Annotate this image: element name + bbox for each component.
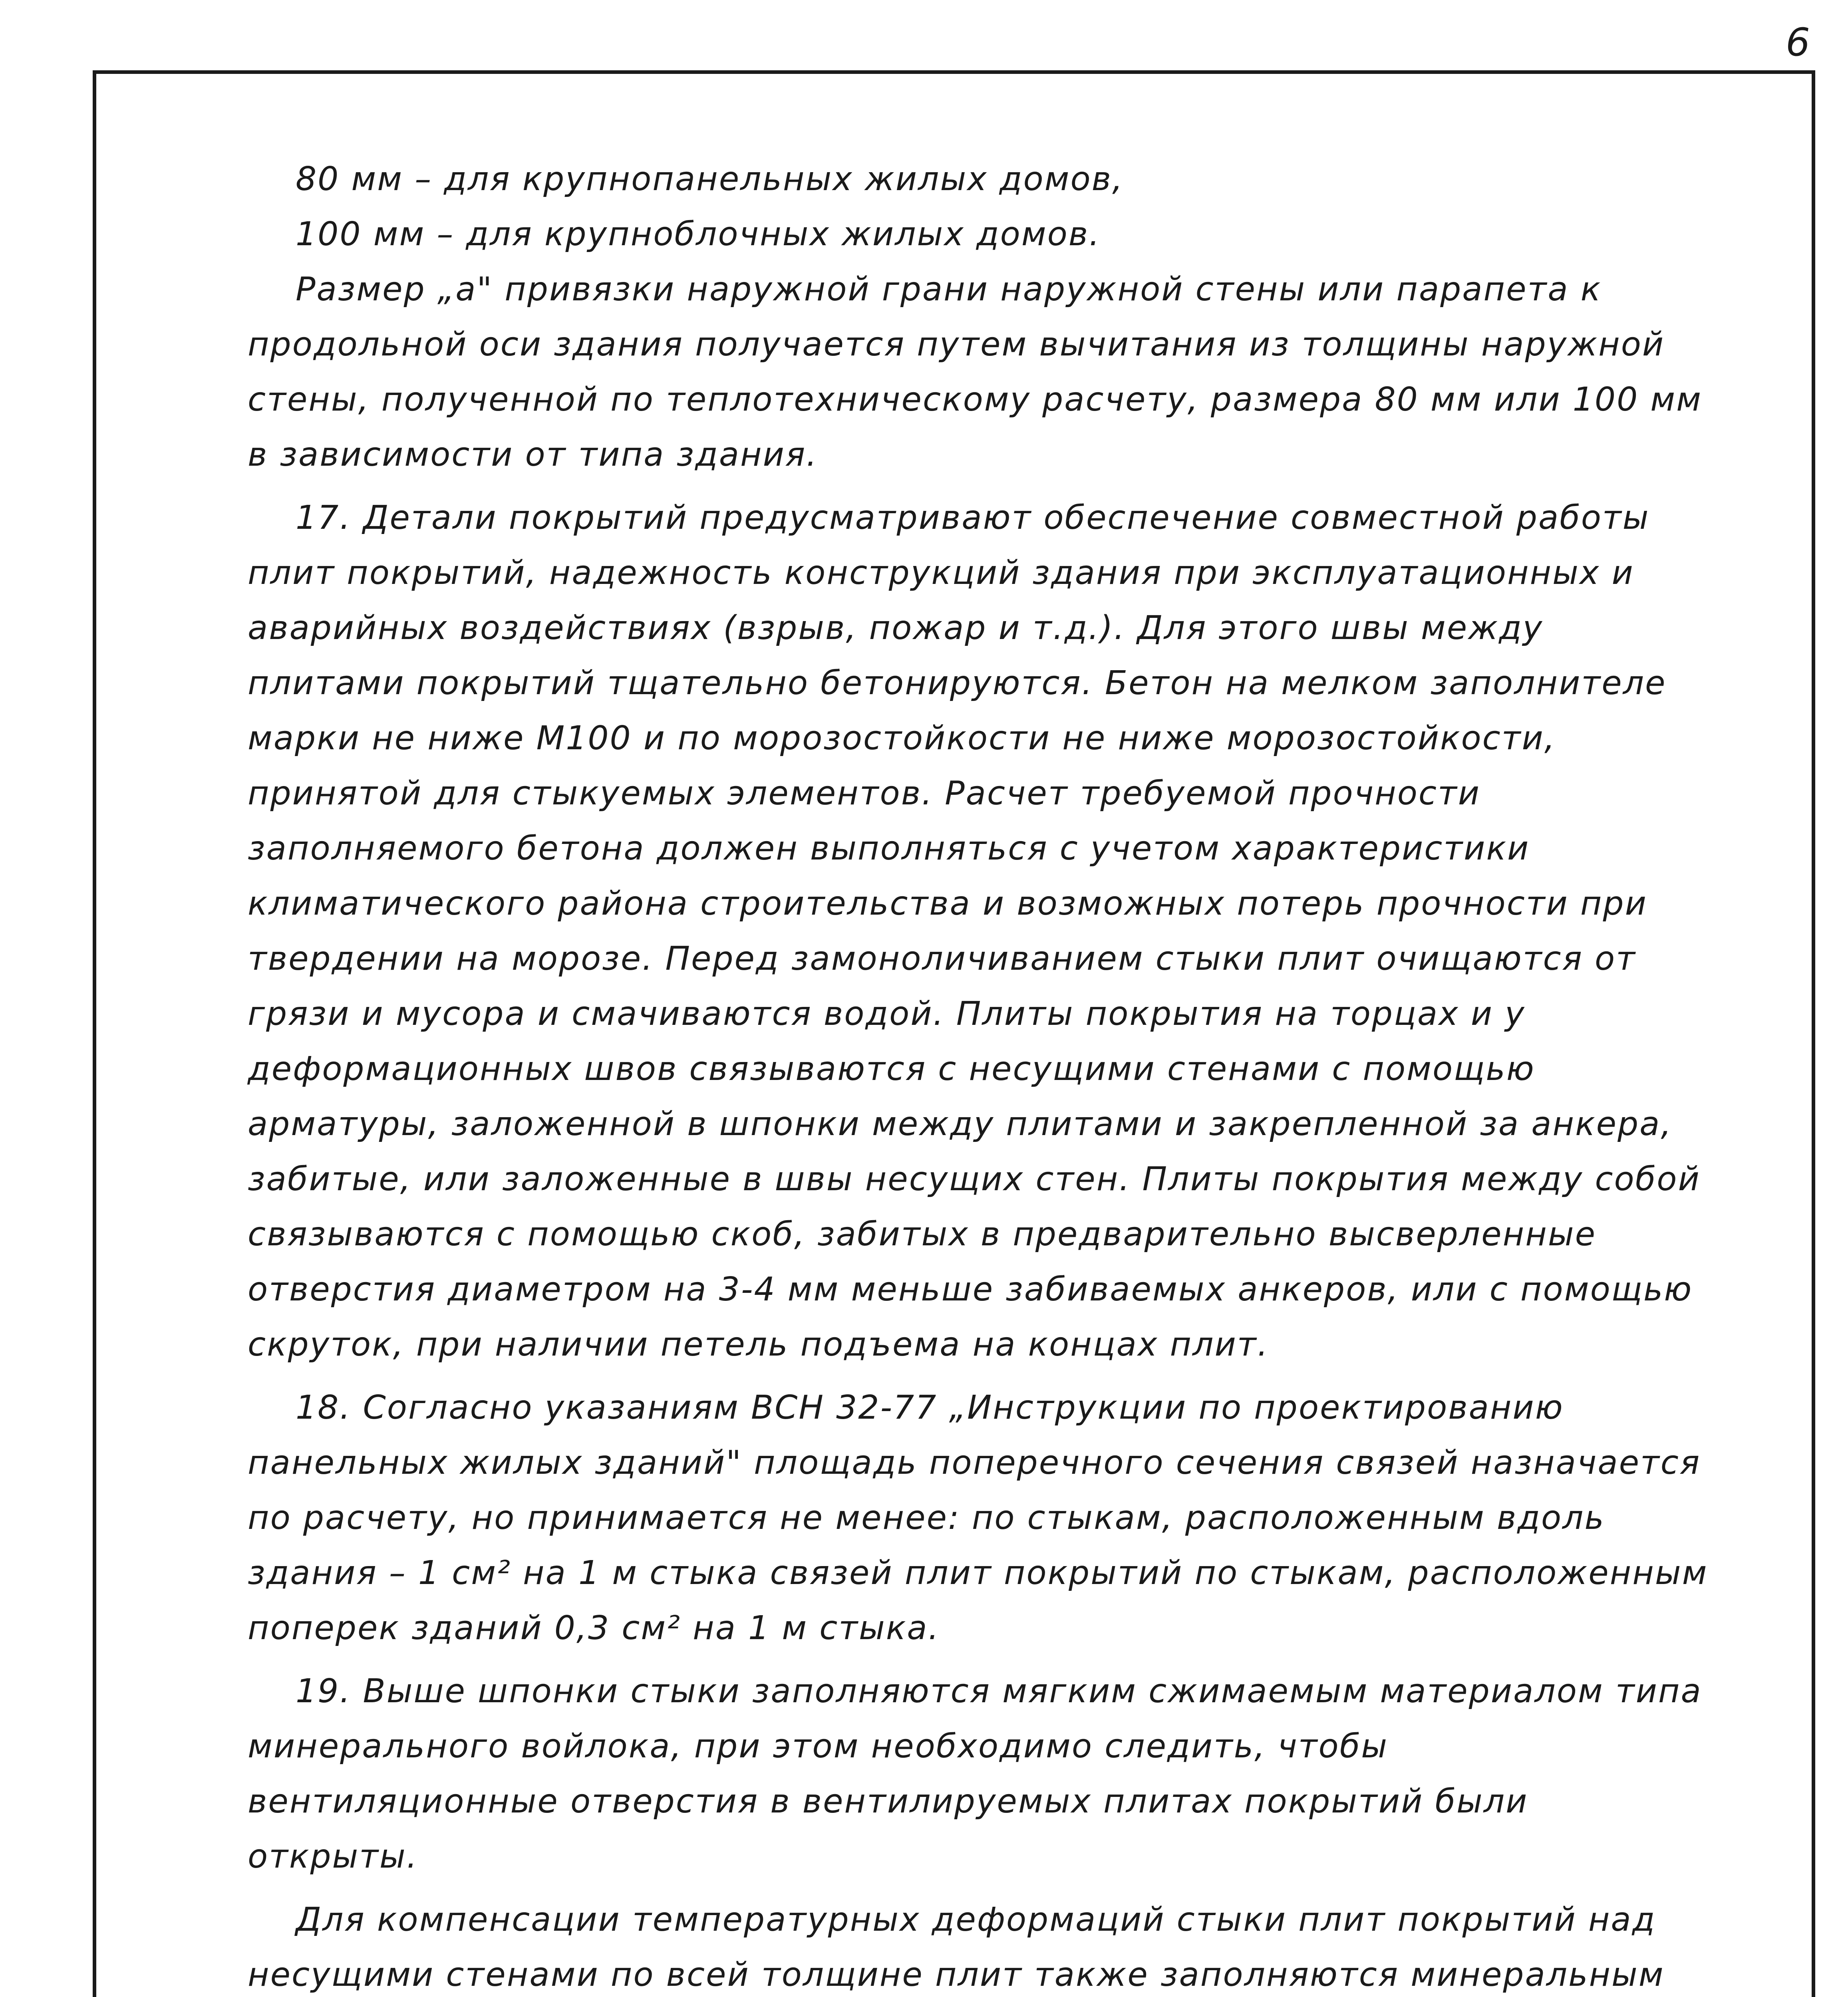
paragraph-5: 19. Выше шпонки стыки заполняются мягким сжимаемым материалом типа минерального войлока, при этом необходимо следить, чтобы вентиляционные отверстия в вентилируемых плитах покрытий были открыты.	[248, 1672, 1702, 1876]
paragraph-4: 18. Согласно указаниям ВСН 32-77 „Инструкции по проектированию панельных жилых зданий" площадь поперечного сечения связей назначается по расчету, но принимается не менее: по стыкам, расположенным вдоль здания – 1 см² на 1 м стыка связей плит покрытий по стыкам, расположенным поперек зданий 0,3 см² на 1 м стыка.	[248, 1389, 1708, 1647]
page-number: 6	[1786, 20, 1810, 65]
paragraph-3: 17. Детали покрытий предусматривают обеспечение совместной работы плит покрытий, надежность конструкций здания при эксплуатационных и аварийных воздействиях (взрыв, пожар и т.д.). Для этого швы между плитами покрытий тщательно бетонируются. Бетон на мелком заполнителе марки не ниже М100 и по морозостойкости не ниже морозостойкости, принятой для стыкуемых элементов. Расчет требуемой прочности заполняемого бетона должен выполняться с учетом характеристики климатического района строительства и возможных потерь прочности при твердении на морозе. Перед замоноличиванием стыки плит очищаются от грязи и мусора и смачиваются водой. Плиты покрытия на торцах и у деформационных швов связываются с несущими стенами с помощью арматуры, заложенной в шпонки между плитами и закрепленной за анкера, забитые, или заложенные в швы несущих стен. Плиты покрытия между собой связываются с помощью скоб, забитых в предварительно высверленные отверстия диаметром на 3-4 мм меньше забиваемых анкеров, или с помощью скруток, при наличии петель подъема на концах плит.	[248, 499, 1701, 1364]
paragraph-2: Размер „а" привязки наружной грани наружной стены или парапета к продольной оси здания получается путем вычитания из толщины наружной стены, полученной по теплотехническому расчету, размера 80 мм или 100 мм в зависимости от типа здания.	[248, 270, 1703, 474]
paragraph-0: 80 мм – для крупнопанельных жилых домов,	[296, 160, 1124, 198]
paragraph-1: 100 мм – для крупноблочных жилых домов.	[296, 215, 1101, 253]
document-body	[248, 152, 1710, 1997]
paragraph-6: Для компенсации температурных деформаций стыки плит покрытий над несущими стенами по всей толщине плит также заполняются минеральным	[248, 1901, 1665, 1994]
